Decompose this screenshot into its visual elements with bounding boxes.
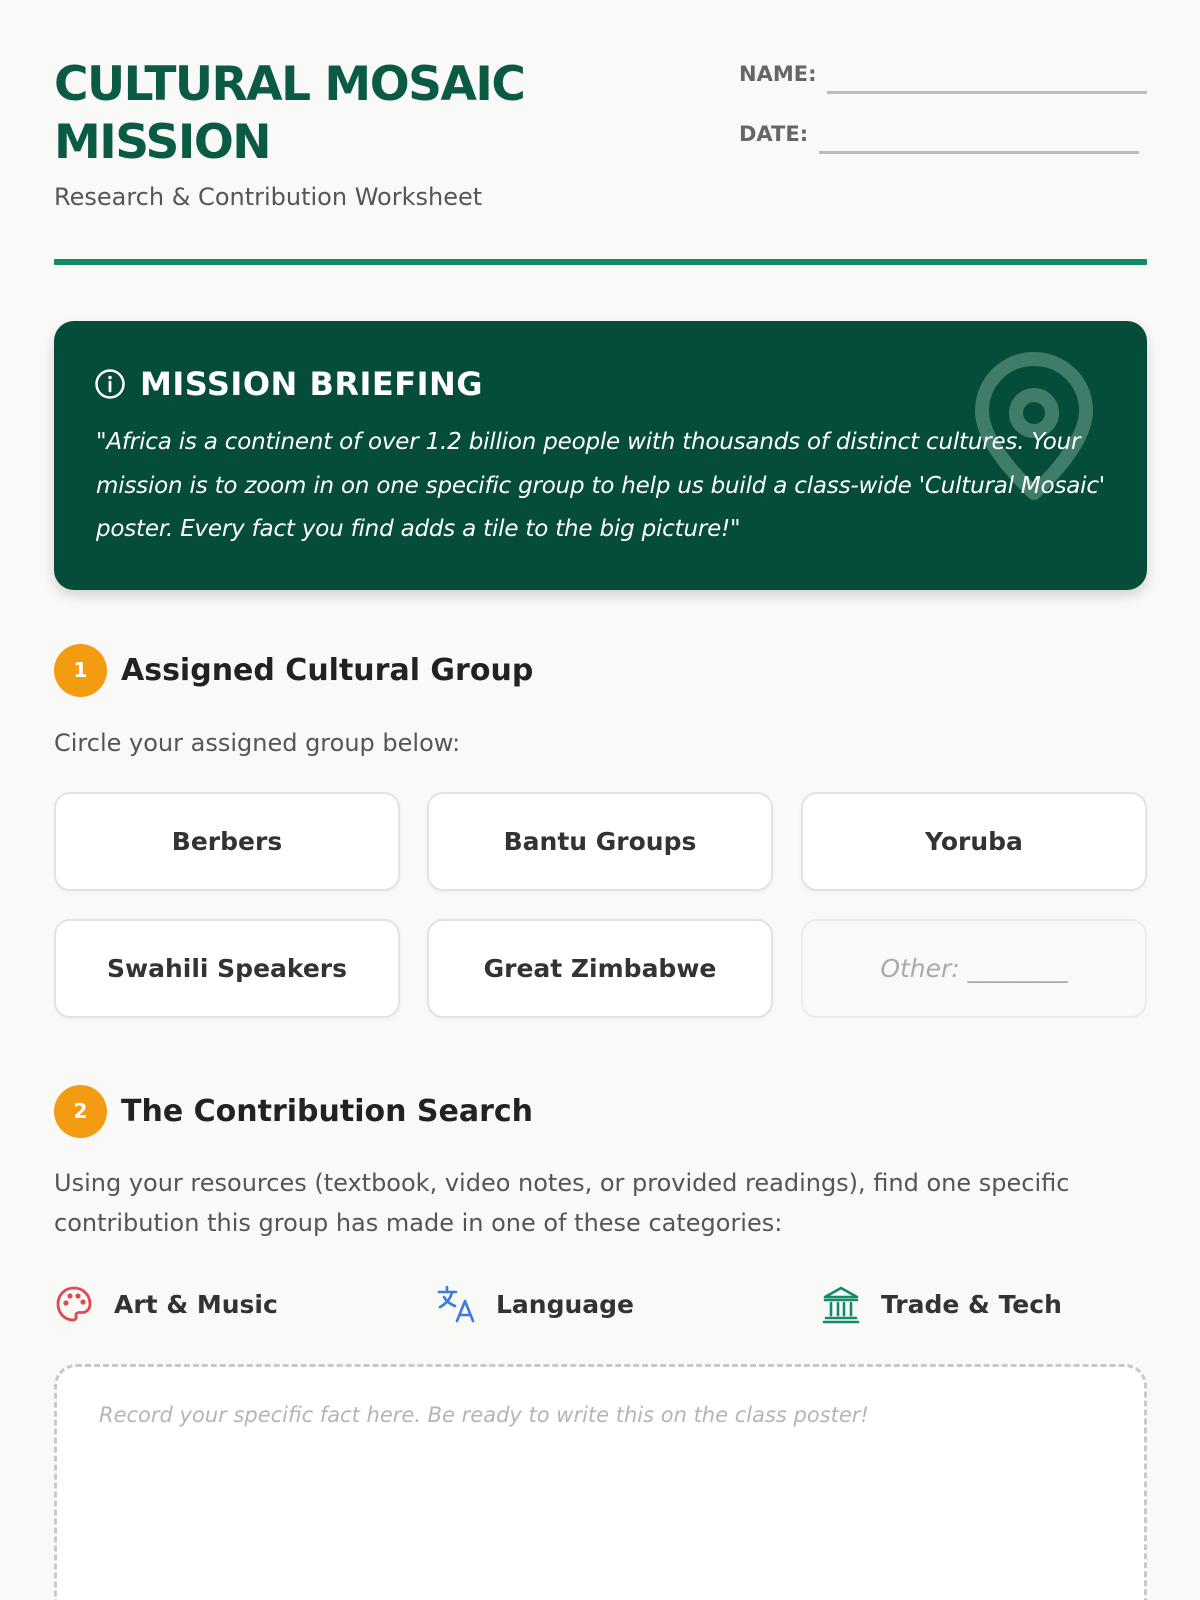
section-title: Assigned Cultural Group	[121, 652, 534, 688]
info-icon	[94, 368, 126, 400]
group-option-berbers[interactable]: Berbers	[54, 792, 400, 891]
contribution-answer-box[interactable]	[54, 1364, 1147, 1600]
category-language	[436, 1280, 634, 1328]
section-title: The Contribution Search	[121, 1093, 534, 1129]
palette-icon	[54, 1284, 94, 1324]
section-number-badge: 1	[54, 644, 107, 697]
section-2-instruction: Using your resources (textbook, video notes, or provided readings), find one specific contribution this group has made in one of these categories:	[54, 1169, 1070, 1237]
category-label: Trade & Tech	[881, 1289, 1062, 1319]
name-field[interactable]	[739, 54, 1147, 94]
briefing-title: MISSION BRIEFING	[140, 365, 484, 403]
worksheet-subtitle: Research & Contribution Worksheet	[54, 183, 483, 211]
worksheet-header	[54, 0, 1147, 215]
category-trade-tech	[821, 1280, 1062, 1328]
translate-icon	[436, 1284, 476, 1324]
section-1-header	[54, 642, 533, 698]
category-art-music	[54, 1280, 278, 1328]
section-2-header	[54, 1083, 533, 1139]
name-line[interactable]	[827, 91, 1147, 94]
group-option-swahili-speakers[interactable]: Swahili Speakers	[54, 919, 400, 1018]
worksheet-title: CULTURAL MOSAIC MISSION	[54, 57, 525, 170]
briefing-heading	[94, 361, 483, 407]
section-1-instruction: Circle your assigned group below:	[54, 729, 461, 757]
bank-icon	[821, 1284, 861, 1324]
category-label: Art & Music	[114, 1289, 278, 1319]
worksheet-page	[54, 0, 1147, 1600]
header-divider	[54, 259, 1147, 265]
date-line[interactable]	[819, 151, 1139, 154]
date-label: DATE:	[739, 122, 809, 146]
briefing-quote: "Africa is a continent of over 1.2 billion people with thousands of distinct cultures. Your mission is to zoom in on one specific group to help us build a class-wide 'Cultural Mosaic' poster. Every fact you find adds a tile to the big picture!"	[96, 429, 1105, 542]
group-option-great-zimbabwe[interactable]: Great Zimbabwe	[427, 919, 773, 1018]
section-number-badge: 2	[54, 1085, 107, 1138]
name-label: NAME:	[739, 62, 817, 86]
group-option-yoruba[interactable]: Yoruba	[801, 792, 1147, 891]
contribution-categories	[54, 1280, 1147, 1328]
category-label: Language	[496, 1289, 635, 1319]
mission-briefing-card	[54, 321, 1147, 590]
group-option-other[interactable]: Other: ________	[801, 919, 1147, 1018]
group-option-bantu-groups[interactable]: Bantu Groups	[427, 792, 773, 891]
date-field[interactable]	[739, 114, 1139, 154]
answer-placeholder: Record your specific fact here. Be ready to write this on the class poster!	[99, 1403, 869, 1427]
